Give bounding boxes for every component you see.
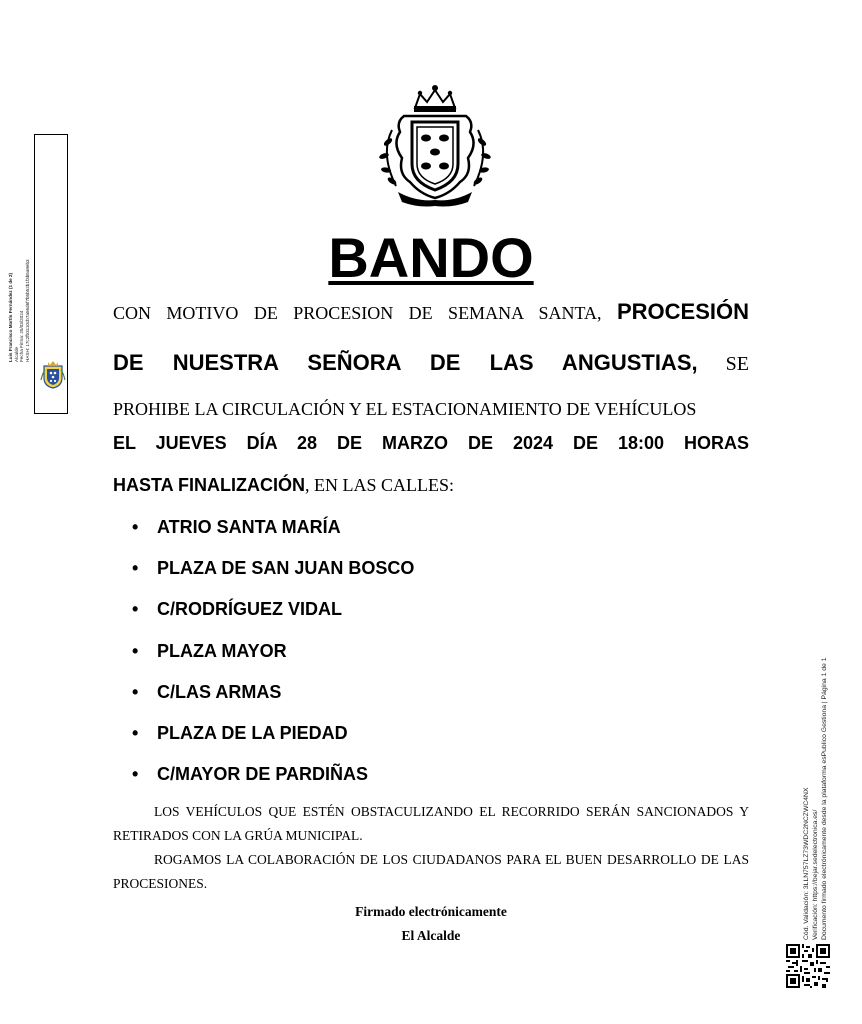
street-name: C/MAYOR DE PARDIÑAS [157,764,369,785]
validation-line[interactable]: Verificación: https://bejar.sedelectronica.es/ [812,809,819,940]
coat-of-arms-icon [370,82,500,212]
body-text: , EN LAS CALLES: [304,475,454,495]
body-line-4 [113,433,749,454]
bullet-icon: • [132,558,139,579]
signature-line: Alcalde [13,346,19,362]
list-item [132,598,414,639]
body-text-bold: DE NUESTRA SEÑORA DE LAS ANGUSTIAS, [113,350,698,375]
street-list [132,516,414,804]
list-item [132,681,414,722]
bullet-icon: • [132,722,139,743]
list-item [132,516,414,557]
list-item [132,722,414,763]
paragraph-text: ROGAMOS LA COLABORACIÓN DE LOS CIUDADANOS PARA EL BUEN DESARROLLO DE LAS PROCESIONES. [113,852,749,891]
list-item [132,640,414,681]
body-text-bold: EL JUEVES DÍA 28 DE MARZO DE 2024 DE 18:00 HORAS [113,433,749,453]
bullet-icon: • [132,599,139,620]
street-name: ATRIO SANTA MARÍA [157,517,341,537]
bullet-icon: • [132,681,139,702]
qr-code-icon[interactable] [786,944,830,988]
paragraph-collaboration [113,848,749,896]
body-text: SE [725,353,749,375]
validation-line: Cód. Validación: 3LLN757LZ73WDC2NCZWC4NX [803,787,810,940]
validation-line: Documento firmado electrónicamente desde la plataforma esPublico Gestiona | Página 1 de 1 [821,657,828,940]
bullet-icon: • [132,764,139,785]
page-title: BANDO [328,226,534,289]
street-name: C/RODRÍGUEZ VIDAL [157,599,343,620]
body-line-1 [113,299,749,325]
bullet-icon: • [132,640,139,661]
street-name: PLAZA DE LA PIEDAD [157,722,348,743]
signature-line: Fecha Firma: 25/03/2024 [19,310,25,362]
body-line-2 [113,350,749,376]
body-line-3: PROHIBE LA CIRCULACIÓN Y EL ESTACIONAMIENTO DE VEHÍCULOS [113,399,697,419]
signature-line: Luis Francisco Martín Fernández (1 de 2) [8,272,13,362]
paragraph-text: LOS VEHÍCULOS QUE ESTÉN OBSTACULIZANDO EL RECORRIDO SERÁN SANCIONADOS Y RETIRADOS CON LA GRÚA MUNICIPAL. [113,804,749,843]
signed-electronically: Firmado electrónicamente [355,904,507,919]
street-name: PLAZA MAYOR [157,640,287,661]
validation-text [802,640,829,940]
body-text-bold: PROCESIÓN [616,299,749,324]
bullet-icon: • [132,517,139,537]
body-text-bold: HASTA FINALIZACIÓN [113,475,305,495]
signer-title: El Alcalde [401,928,461,943]
signature-line: HASH: 17c2fb3110cb7a56d6f7b5b52b1f3b5a9eb3 [24,259,30,362]
list-item [132,763,414,804]
body-line-5 [113,475,454,496]
coat-of-arms-seal-icon [40,360,66,390]
list-item [132,557,414,598]
street-name: PLAZA DE SAN JUAN BOSCO [157,558,415,579]
street-name: C/LAS ARMAS [157,681,282,702]
body-text: CON MOTIVO DE PROCESION DE SEMANA SANTA, [113,303,602,323]
paragraph-sanctions [113,800,749,848]
